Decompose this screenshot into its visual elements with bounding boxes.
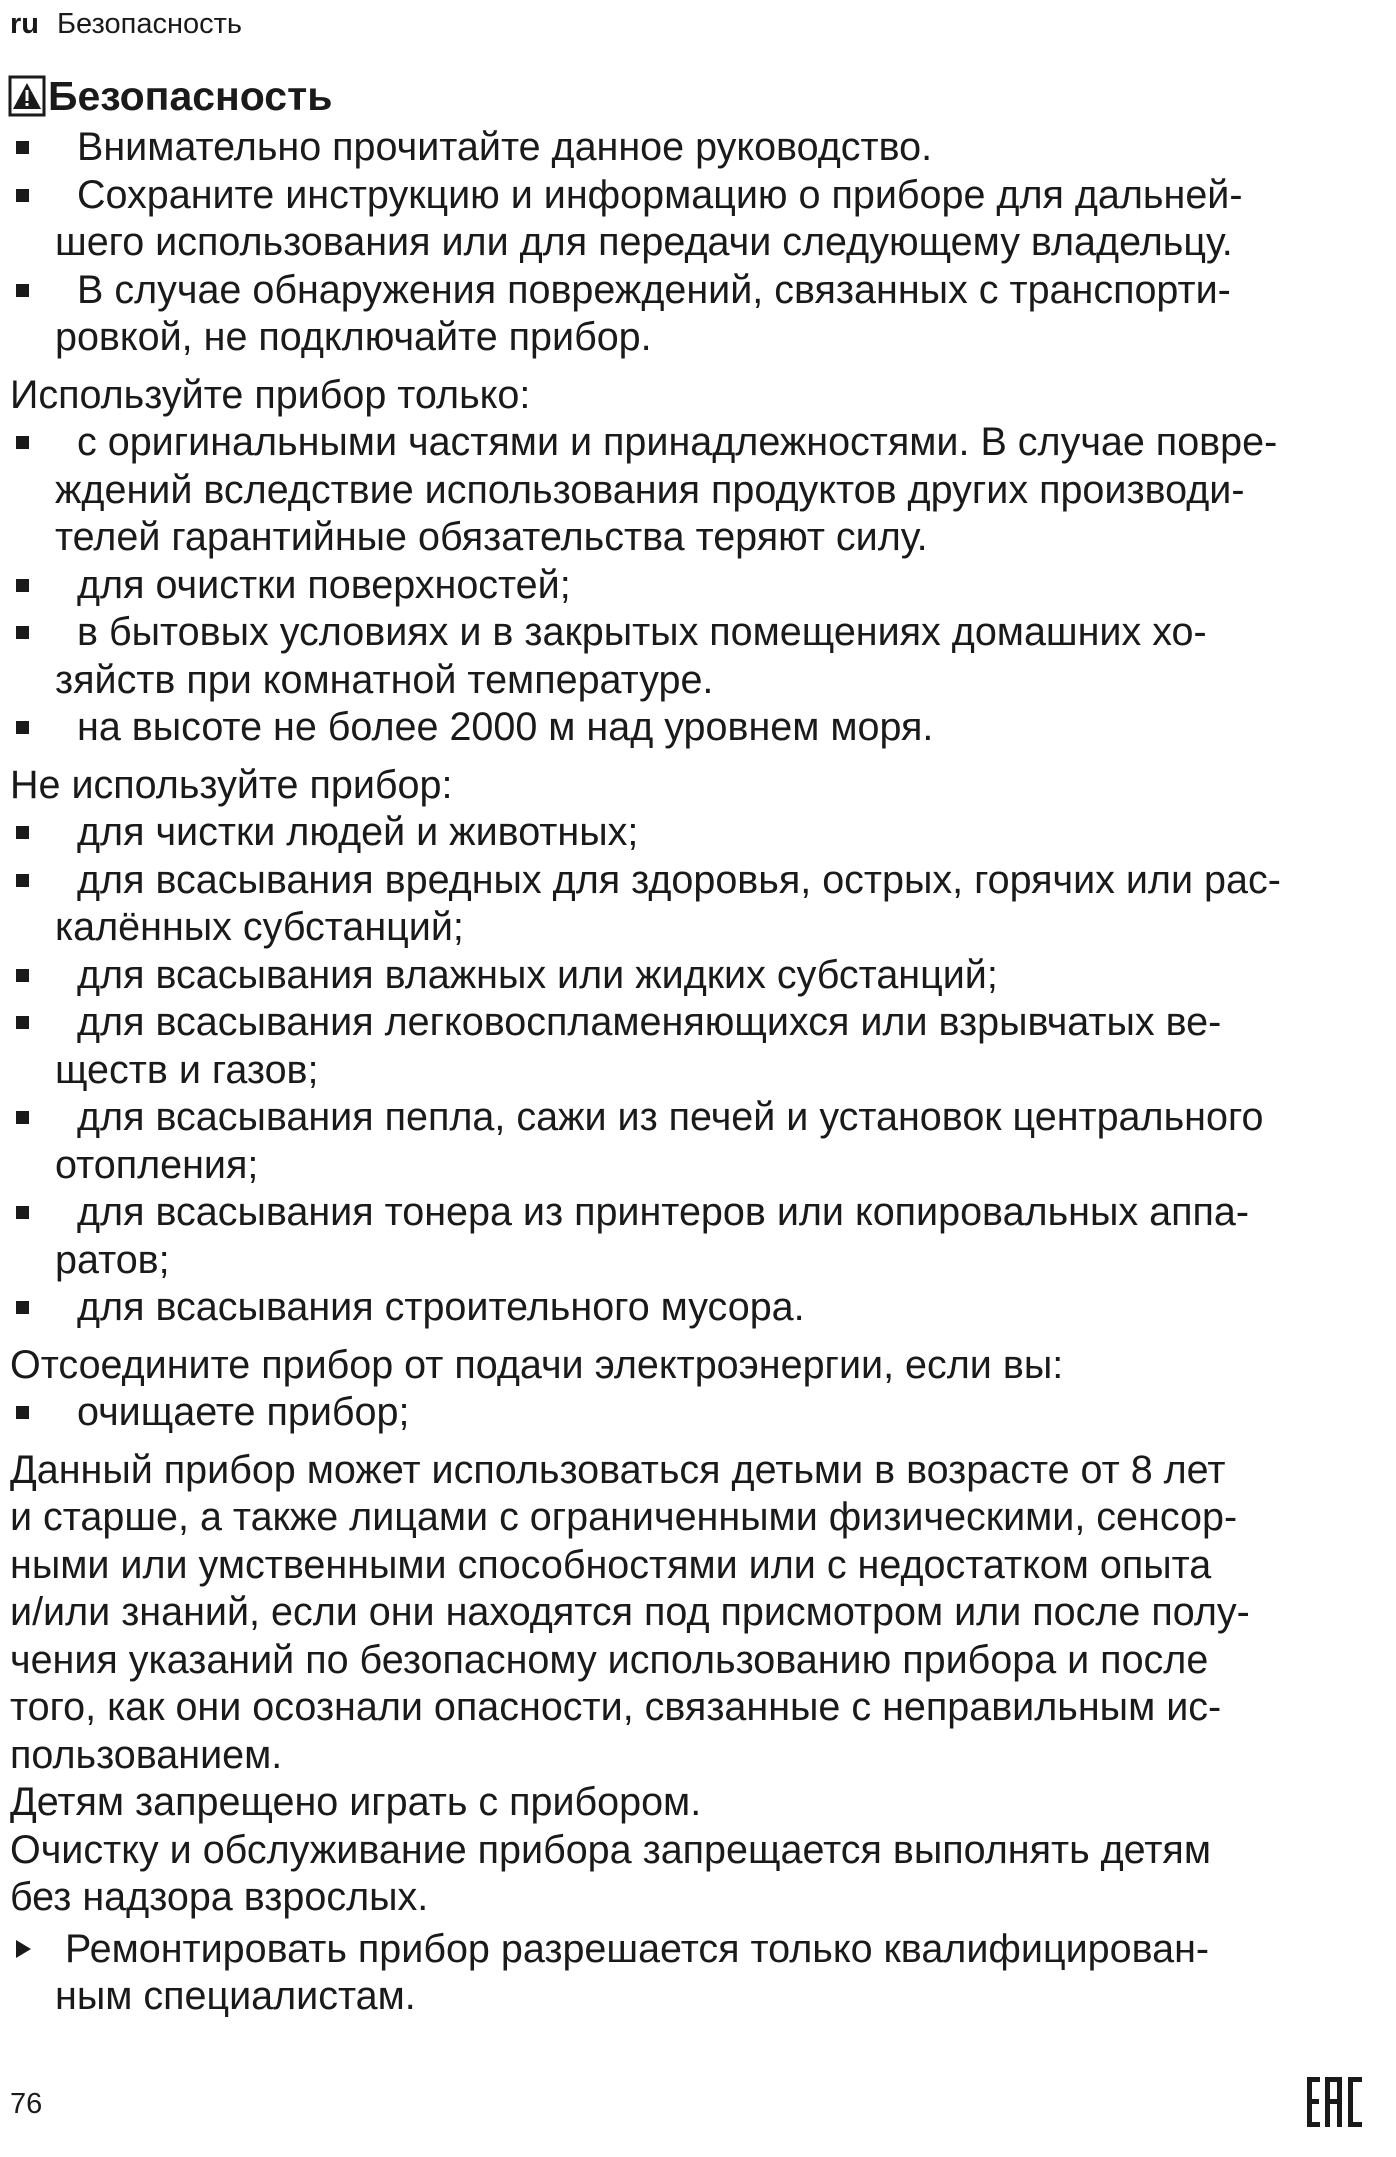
list-item: для чистки людей и животных; bbox=[10, 809, 1382, 857]
intro-list bbox=[10, 124, 1382, 362]
use-list bbox=[10, 419, 1382, 752]
list-item: для всасывания влажных или жидких субстанций; bbox=[10, 952, 1382, 1000]
bullet-square-icon bbox=[16, 626, 29, 639]
language-code: ru bbox=[10, 8, 39, 40]
arrow-right-icon bbox=[16, 1940, 31, 1958]
bullet-square-icon bbox=[16, 1406, 29, 1419]
list-item: для всасывания легковоспламеняющихся или взрывчатых ве- ществ и газов; bbox=[10, 999, 1382, 1094]
bullet-square-icon bbox=[16, 874, 29, 887]
bullet-square-icon bbox=[16, 284, 29, 297]
list-item: для всасывания вредных для здоровья, острых, горячих или рас- калённых субстанций; bbox=[10, 857, 1382, 952]
bullet-square-icon bbox=[16, 826, 29, 839]
dont-use-list bbox=[10, 809, 1382, 1332]
header-section: Безопасность bbox=[57, 8, 242, 40]
bullet-square-icon bbox=[16, 141, 29, 154]
children-paragraph: Данный прибор может использоваться детьми в возрасте от 8 лет и старше, а также лицами с ограниченными физическими, сенсор- ными или умственными способностями или с недостатком опыта и/или знаний, если они находятся под присмотром или после полу- чения указаний по безопасному использованию прибора и после того, как они осознали опасности, связанные с неправильным ис- пользованием. bbox=[10, 1447, 1250, 1777]
bullet-square-icon bbox=[16, 1301, 29, 1314]
repair-instruction: Ремонтировать прибор разрешается только квалифицирован- ным специалистам. bbox=[10, 1926, 1382, 2021]
use-heading: Используйте прибор только: bbox=[10, 372, 531, 417]
list-item: с оригинальными частями и принадлежностями. В случае повре- ждений вследствие использования продуктов других производи- телей гарантийные обязательства теряют силу. bbox=[10, 419, 1382, 562]
children-play-line: Детям запрещено играть с прибором. bbox=[10, 1780, 702, 1824]
cleaning-paragraph: Очистку и обслуживание прибора запрещается выполнять детям без надзора взрослых. bbox=[10, 1827, 1211, 1919]
section-title-row bbox=[8, 68, 332, 124]
bullet-square-icon bbox=[16, 189, 29, 202]
list-item: на высоте не более 2000 м над уровнем моря. bbox=[10, 704, 1382, 752]
warning-icon bbox=[8, 75, 46, 117]
bullet-square-icon bbox=[16, 579, 29, 592]
list-item: в бытовых условиях и в закрытых помещениях домашних хо- зяйств при комнатной температуре. bbox=[10, 609, 1382, 704]
disconnect-heading: Отсоедините прибор от подачи электроэнергии, если вы: bbox=[10, 1342, 1064, 1387]
page-number: 76 bbox=[10, 2088, 43, 2120]
eac-certification-mark bbox=[1306, 2075, 1364, 2129]
bullet-square-icon bbox=[16, 1111, 29, 1124]
bullet-square-icon bbox=[16, 1206, 29, 1219]
list-item: очищаете прибор; bbox=[10, 1389, 1382, 1437]
bullet-square-icon bbox=[16, 436, 29, 449]
page-header bbox=[10, 6, 242, 42]
disconnect-list bbox=[10, 1389, 1382, 1437]
bullet-square-icon bbox=[16, 1016, 29, 1029]
list-item: для очистки поверхностей; bbox=[10, 562, 1382, 610]
list-item: для всасывания пепла, сажи из печей и установок центрального отопления; bbox=[10, 1094, 1382, 1189]
list-item: для всасывания строительного мусора. bbox=[10, 1284, 1382, 1332]
list-item: Сохраните инструкцию и информацию о приборе для дальней- шего использования или для передачи следующему владельцу. bbox=[10, 172, 1382, 267]
list-item: Внимательно прочитайте данное руководство. bbox=[10, 124, 1382, 172]
bullet-square-icon bbox=[16, 969, 29, 982]
bullet-square-icon bbox=[16, 721, 29, 734]
dont-use-heading: Не используйте прибор: bbox=[10, 762, 453, 807]
page-title: Безопасность bbox=[48, 73, 333, 119]
safety-content bbox=[10, 124, 1382, 2021]
list-item: для всасывания тонера из принтеров или копировальных аппа- ратов; bbox=[10, 1189, 1382, 1284]
list-item: В случае обнаружения повреждений, связанных с транспорти- ровкой, не подключайте прибор. bbox=[10, 267, 1382, 362]
